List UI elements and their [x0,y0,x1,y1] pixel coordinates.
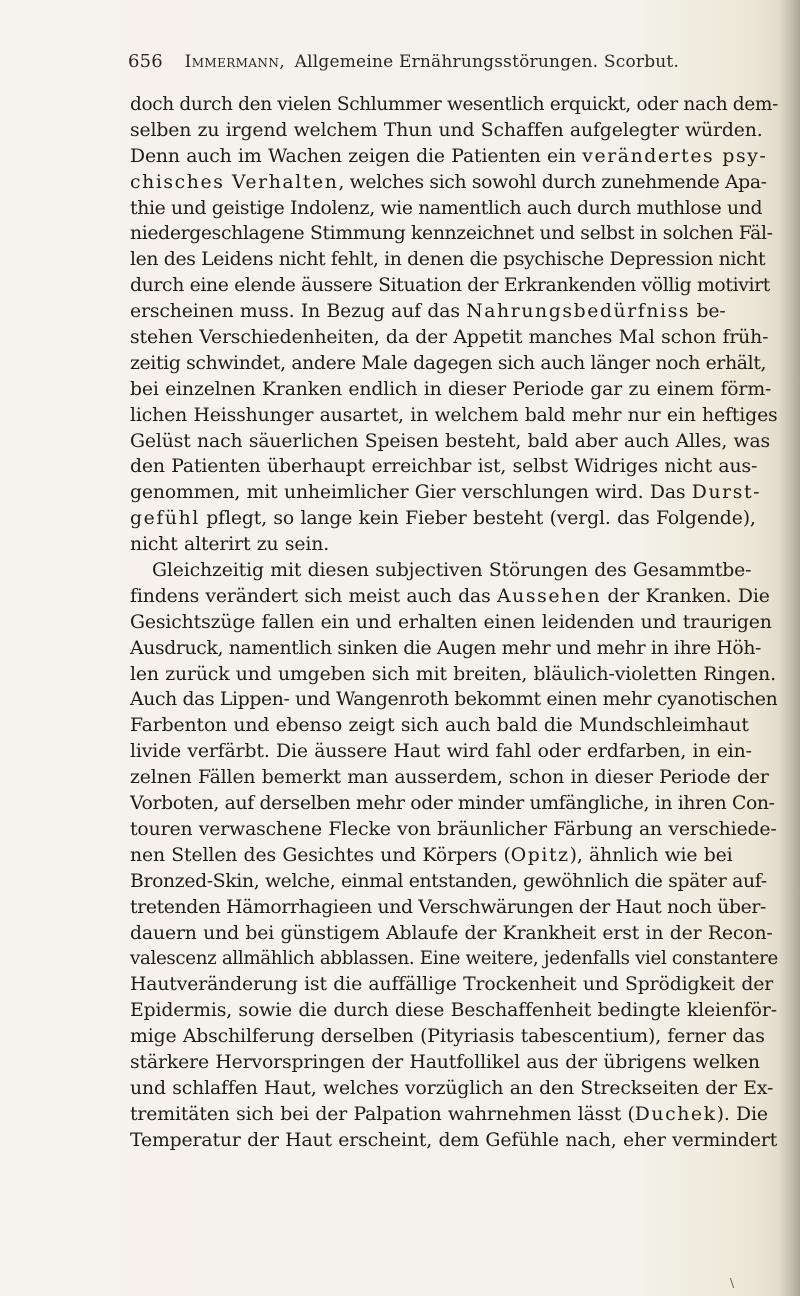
text-line: und schlaffen Haut, welches vorzüglich an den Streckseiten der Ex- [130,1077,774,1099]
text-line: len des Leidens nicht fehlt, in denen die psychische Depression nicht [130,249,766,271]
text-line: stärkere Hervorspringen der Hautfollikel aus der übrigens welken [130,1051,760,1073]
text-line [130,506,778,532]
text-run: erscheinen muss. In Bezug auf das [130,301,467,323]
text-run: tremitäten sich bei der Palpation wahrnehmen lässt ( [130,1103,635,1125]
text-line [130,170,778,196]
text-run: der Kranken. Die [601,585,770,607]
text-line: zeitig schwindet, andere Male dagegen sich auch länger noch erhält, [130,352,767,374]
text-line: thie und geistige Indolenz, wie namentlich auch durch muthlose und [130,197,763,219]
page-number: 656 [128,51,163,72]
text-line: valescenz allmählich abblassen. Eine weitere, jedenfalls viel constantere [130,948,778,970]
text-line: bei einzelnen Kranken endlich in dieser Periode gar zu einem förm- [130,378,772,400]
emphasized-term: verändertes psy- [582,145,768,167]
text-line: Farbenton und ebenso zeigt sich auch bald die Mundschleimhaut [130,715,749,737]
text-line: Gleichzeitig mit diesen subjectiven Störungen des Gesammtbe- [152,560,752,582]
text-line: Gelüst nach säuerlichen Speisen besteht, bald aber auch Alles, was [130,430,771,452]
page-mark: \ [730,1276,735,1290]
text-run: genommen, mit unheimlicher Gier verschlungen wird. Das [130,482,692,504]
text-line: Vorboten, auf derselben mehr oder minder umfängliche, in ihren Con- [130,793,775,815]
text-line: selben zu irgend welchem Thun und Schaffen aufgelegter würden. [130,119,763,141]
text-line: den Patienten überhaupt erreichbar ist, selbst Widriges nicht aus- [130,456,758,478]
text-run: , welches sich sowohl durch zunehmende Apa- [338,171,767,193]
text-line: tretenden Hämorrhagieen und Verschwärungen der Haut noch über- [130,896,767,918]
emphasized-term: Opitz [510,844,570,866]
text-line: livide verfärbt. Die äussere Haut wird fahl oder erdfarben, in ein- [130,741,752,763]
text-line: Hautveränderung ist die auffällige Trockenheit und Sprödigkeit der [130,974,774,996]
text-line: nicht alterirt zu sein. [130,534,330,556]
text-line: zelnen Fällen bemerkt man ausserdem, schon in dieser Periode der [130,767,769,789]
running-header-title: Allgemeine Ernährungsstörungen. Scorbut. [294,52,680,72]
emphasized-term: Nahrungsbedürfniss [466,301,691,323]
emphasized-term: chisches Verhalten [130,171,339,193]
text-line [130,144,778,170]
text-line [130,299,778,325]
text-line: Auch das Lippen- und Wangenroth bekommt einen mehr cyanotischen [130,689,778,711]
emphasized-term: Duchek [634,1103,717,1125]
text-line [130,584,778,610]
text-line [130,480,778,506]
text-run: pflegt, so lange kein Fieber besteht (vergl. das Folgende), [199,508,756,530]
text-line: lichen Heisshunger ausartet, in welchem bald mehr nur ein heftiges [130,404,778,426]
text-line: doch durch den vielen Schlummer wesentlich erquickt, oder nach dem- [130,94,779,115]
text-line: Ausdruck, namentlich sinken die Augen mehr und mehr in ihre Höh- [130,637,762,659]
text-line: stehen Verschiedenheiten, da der Appetit manches Mal schon früh- [130,327,769,349]
text-line: mige Abschilferung derselben (Pityriasis tabescentium), ferner das [130,1026,765,1048]
text-line: Bronzed-Skin, welche, einmal entstanden, gewöhnlich die später auf- [130,870,767,892]
text-line: Gesichtszüge fallen ein und erhalten einen leidenden und traurigen [130,611,772,633]
text-line: durch eine elende äussere Situation der Erkrankenden völlig motivirt [130,275,770,297]
running-header-author: Immermann, [184,52,286,72]
text-run: findens verändert sich meist auch das [130,585,497,607]
emphasized-term: Durst- [691,482,762,504]
text-run: nen Stellen des Gesichtes und Körpers ( [130,844,511,866]
text-line: niedergeschlagene Stimmung kennzeichnet und selbst in solchen Fäl- [130,223,773,245]
text-line: Temperatur der Haut erscheint, dem Gefühle nach, eher vermindert [130,1129,778,1151]
text-line: Epidermis, sowie die durch diese Beschaffenheit bedingte kleienför- [130,1000,777,1022]
emphasized-term: Aussehen [497,585,602,607]
emphasized-term: gefühl [130,508,200,530]
text-run: ), ähnlich wie bei [569,844,733,866]
body-text [130,92,778,1154]
text-run: Denn auch im Wachen zeigen die Patienten ein [130,145,583,167]
text-line [130,1102,778,1128]
running-header [128,47,728,77]
text-line: dauern und bei günstigem Ablaufe der Krankheit erst in der Recon- [130,922,773,944]
text-run: be- [690,301,726,323]
text-line [130,843,778,869]
page-edge-shadow [778,0,800,1296]
text-run: ). Die [716,1103,768,1125]
text-line: touren verwaschene Flecke von bräunlicher Färbung an verschiede- [130,818,777,840]
text-line: len zurück und umgeben sich mit breiten, bläulich-violetten Ringen. [130,663,776,685]
